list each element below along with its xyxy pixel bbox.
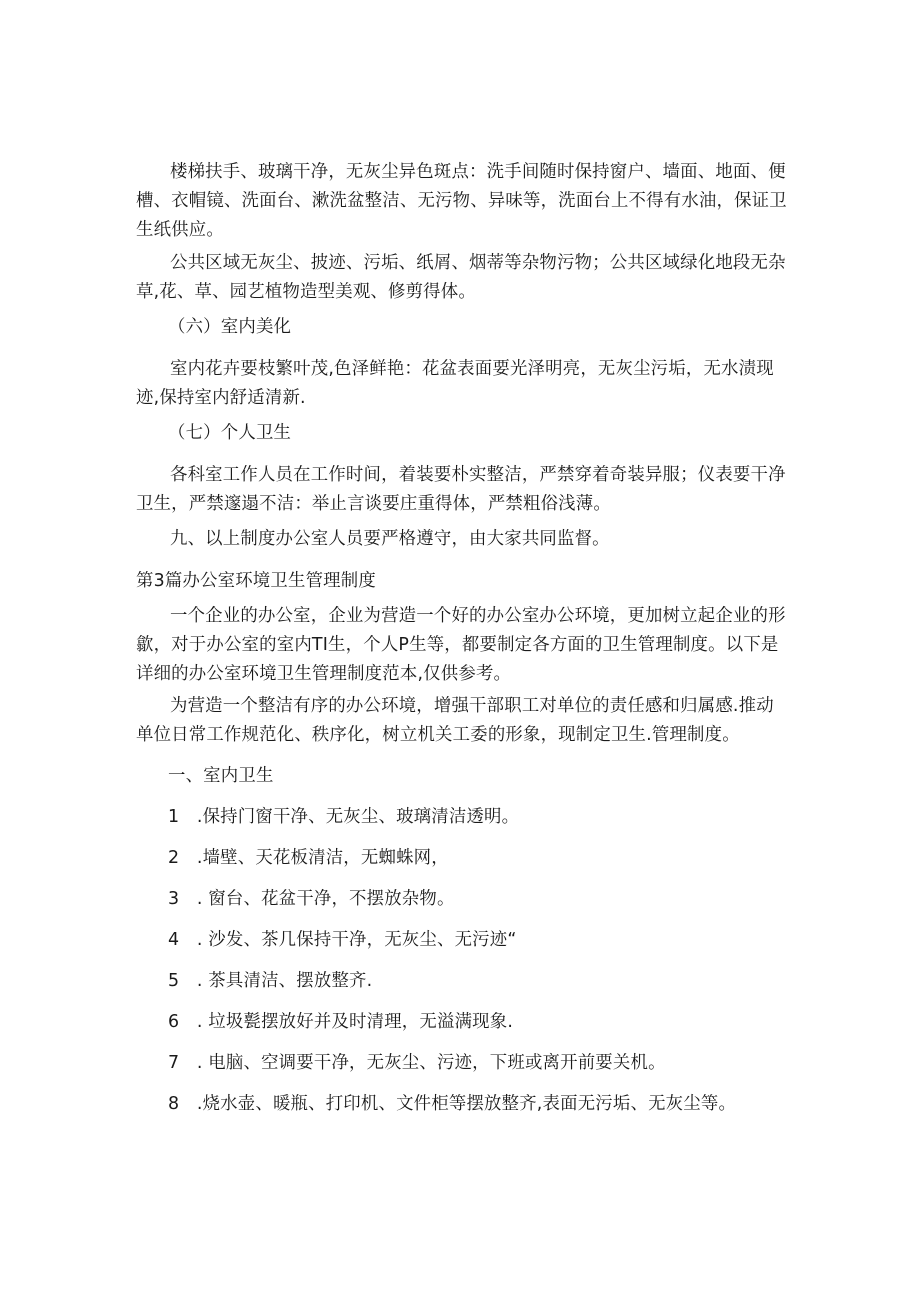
paragraph-public-area: 公共区域无灰尘、披迹、污垢、纸屑、烟蒂等杂物污物；公共区域绿化地段无杂草,花、草、园艺植物造型美观、修剪得体。: [136, 253, 786, 302]
list-item: 8 .烧水壶、暖瓶、打印机、文件柜等摆放整齐,表面无污垢、无灰尘等。: [168, 1094, 737, 1114]
section-heading-indoor: 一、室内卫生: [168, 766, 274, 786]
list-item: 2 .墙壁、天花板清洁，无蜘蛛网，: [168, 848, 449, 868]
heading-personal-hygiene: （七）个人卫生: [168, 423, 292, 443]
paragraph-stair-restroom: 楼梯扶手、玻璃干净，无灰尘异色斑点：洗手间随时保持窗户、墙面、地面、便槽、衣帽镜、洗面台、漱洗盆整洁、无污物、异味等，洗面台上不得有水油，保证卫生纸供应。: [136, 162, 787, 240]
list-item: 7 . 电脑、空调要干净，无灰尘、污迹，下班或离开前要关机。: [168, 1053, 666, 1073]
paragraph-plants: 室内花卉要枝繁叶茂,色泽鲜艳：花盆表面要光泽明亮，无灰尘污垢，无水渍现迹,保持室内舒适清新.: [136, 359, 774, 408]
heading-indoor-beautify: （六）室内美化: [168, 317, 292, 337]
list-item: 4 . 沙发、茶几保持干净，无灰尘、无污迹“: [168, 930, 517, 950]
paragraph-staff-dress: 各科室工作人员在工作时间，着装要朴实整洁，严禁穿着奇装异服；仪表要干净卫生，严禁邃遢不洁：举止言谈要庄重得体，严禁粗俗浅薄。: [136, 465, 786, 514]
list-item: 5 . 茶具清洁、摆放整齐.: [168, 971, 373, 991]
paragraph-purpose: 为营造一个整洁有序的办公环境，增强干部职工对单位的责任感和归属感.推动单位日常工作规范化、秩序化，树立机关工委的形象，现制定卫生.管理制度。: [136, 696, 774, 745]
list-item: 6 . 垃圾甏摆放好并及时清理，无溢满现象.: [168, 1012, 514, 1032]
section-title-3: 第3篇办公室环境卫生管理制度: [136, 571, 376, 591]
paragraph-compliance: 九、以上制度办公室人员要严格遵守，由大家共同监督。: [170, 529, 610, 549]
list-item: 3 . 窗台、花盆干净，不摆放杂物。: [168, 889, 455, 909]
list-item: 1 .保持门窗干净、无灰尘、玻璃清洁透明。: [168, 807, 520, 827]
paragraph-intro: 一个企业的办公室，企业为营造一个好的办公室办公环境，更加树立起企业的形歙，对于办公室的室内TI生，个人P生等，都要制定各方面的卫生管理制度。以下是详细的办公室环境卫生管理制度范本,仅供参考。: [136, 606, 786, 684]
